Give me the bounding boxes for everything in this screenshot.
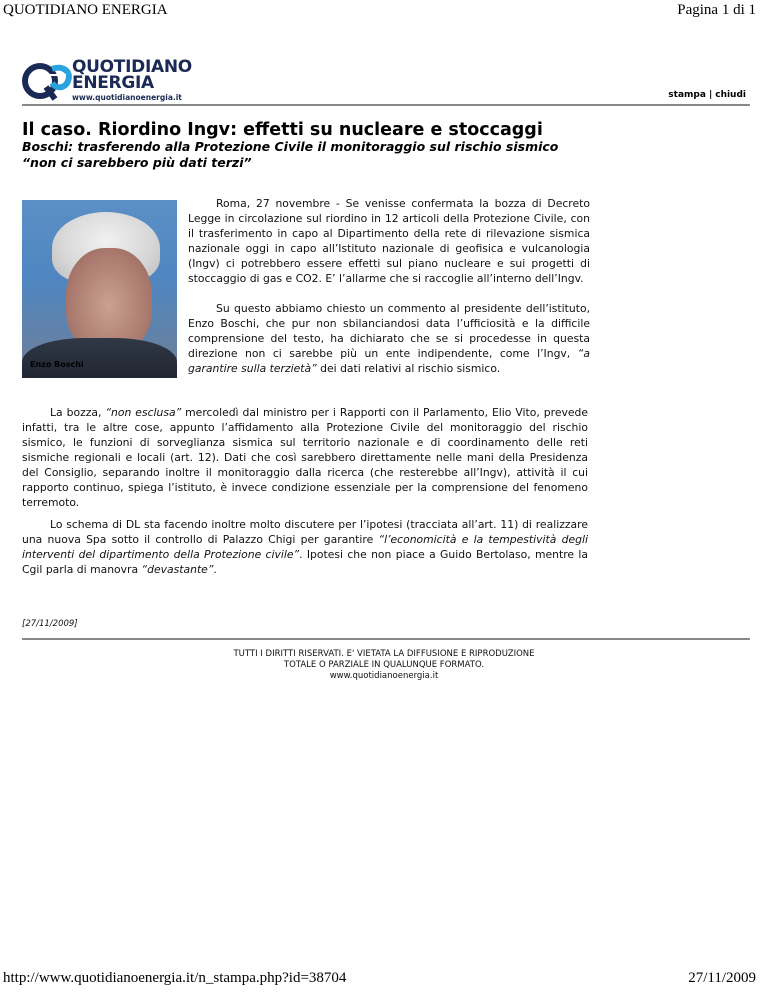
site-logo[interactable] bbox=[22, 59, 192, 103]
paragraph-3-a: La bozza, bbox=[50, 406, 106, 419]
article-lead bbox=[188, 196, 590, 376]
article-headline: Il caso. Riordino Ingv: effetti su nucleare e stoccaggi bbox=[22, 120, 543, 140]
print-footer bbox=[0, 970, 768, 990]
top-divider bbox=[22, 104, 750, 106]
bottom-divider bbox=[22, 638, 750, 640]
print-header-page: Pagina 1 di 1 bbox=[677, 2, 756, 18]
close-link[interactable]: chiudi bbox=[715, 90, 746, 100]
print-footer-date: 27/11/2009 bbox=[688, 970, 756, 986]
print-header-site: QUOTIDIANO ENERGIA bbox=[3, 2, 168, 18]
logo-line2: ENERGIA bbox=[72, 73, 154, 93]
actions-separator: | bbox=[708, 90, 713, 100]
paragraph-2-b: dei dati relativi al rischio sismico. bbox=[316, 362, 501, 375]
paragraph-3 bbox=[22, 405, 588, 510]
qe-logo-icon bbox=[22, 59, 74, 103]
article-actions bbox=[668, 90, 746, 100]
rights-notice bbox=[0, 649, 768, 682]
print-footer-url: http://www.quotidianoenergia.it/n_stampa.php?id=38704 bbox=[3, 970, 347, 986]
paragraph-4-a: Lo schema di DL sta facendo inoltre molto discutere per l’ipotesi (tracciata all’art. 11) di realizzare una nuova Spa sotto il controllo di Palazzo Chigi per garantire bbox=[22, 518, 588, 546]
footer-site-link[interactable]: www.quotidianoenergia.it bbox=[329, 671, 439, 681]
print-header bbox=[0, 2, 768, 22]
paragraph-4-b: . Ipotesi che non piace a Guido Bertolaso, mentre la Cgil parla di manovra bbox=[22, 548, 588, 576]
print-link[interactable]: stampa bbox=[668, 90, 706, 100]
logo-url: www.quotidianoenergia.it bbox=[72, 93, 182, 102]
photo-caption: Enzo Boschi bbox=[30, 360, 84, 369]
rights-line-1: TUTTI I DIRITTI RISERVATI. E' VIETATA LA DIFFUSIONE E RIPRODUZIONE bbox=[233, 649, 535, 659]
paragraph-4-quote-1: “l’economicità e la tempestività degli interventi del dipartimento della Protezione civile” bbox=[22, 533, 588, 561]
rights-line-2: TOTALE O PARZIALE IN QUALUNQUE FORMATO. bbox=[283, 660, 485, 670]
paragraph-4-quote-2: “devastante” bbox=[141, 563, 214, 576]
photo-face bbox=[66, 248, 152, 352]
photo-suit bbox=[22, 338, 177, 378]
paragraph-4 bbox=[22, 517, 588, 577]
paragraph-4-c: . bbox=[213, 563, 217, 576]
paragraph-2-quote: “a garantire sulla terzietà” bbox=[188, 347, 590, 375]
article-date: [27/11/2009] bbox=[22, 619, 78, 629]
paragraph-1: Roma, 27 novembre - Se venisse confermata la bozza di Decreto Legge in circolazione sul riordino in 12 articoli della Protezione Civile, con il trasferimento in capo al Dipartimento della rete di rilevazione sismica nazionale oggi in capo all’Istituto nazionale di geofisica e vulcanologia (Ingv) ci potrebbero essere effetti sul piano nucleare e sui progetti di stoccaggio di gas e CO2. E’ l’allarme che si raccoglie all’interno dell’Ingv. bbox=[188, 197, 590, 285]
article-photo bbox=[22, 200, 177, 378]
paragraph-2-a: Su questo abbiamo chiesto un commento al presidente dell’istituto, Enzo Boschi, che pur non sbilanciandosi data l’ufficiosità e la difficile comprensione del testo, ha dichiarato che se si procedesse in questa direzione non ci sarebbe più un ente indipendente, come l’Ingv, bbox=[188, 302, 590, 360]
paragraph-2 bbox=[188, 301, 590, 376]
logo-line1: QUOTIDIANO bbox=[72, 57, 192, 77]
paragraph-3-quote: “non esclusa” bbox=[105, 406, 182, 419]
paragraph-3-b: mercoledì dal ministro per i Rapporti con il Parlamento, Elio Vito, prevede infatti, tra le altre cose, appunto l’affidamento alla Protezione Civile del monitoraggio del rischio sismico, le funzioni di sorveglianza sismica sul territorio nazionale e di coordinamento delle reti sismiche regionali e locali (art. 12). Dati che così sarebbero direttamente nelle mani della Presidenza del Consiglio, separando inoltre il monitoraggio dalla ricerca (che resterebbe all’Ingv), attività il cui rapporto continuo, spiega l’istituto, è invece condizione essenziale per la comprensione del fenomeno terremoto. bbox=[22, 406, 589, 509]
article-subheadline: Boschi: trasferendo alla Protezione Civile il monitoraggio sul rischio sismico “non ci sarebbero più dati terzi” bbox=[22, 139, 559, 170]
